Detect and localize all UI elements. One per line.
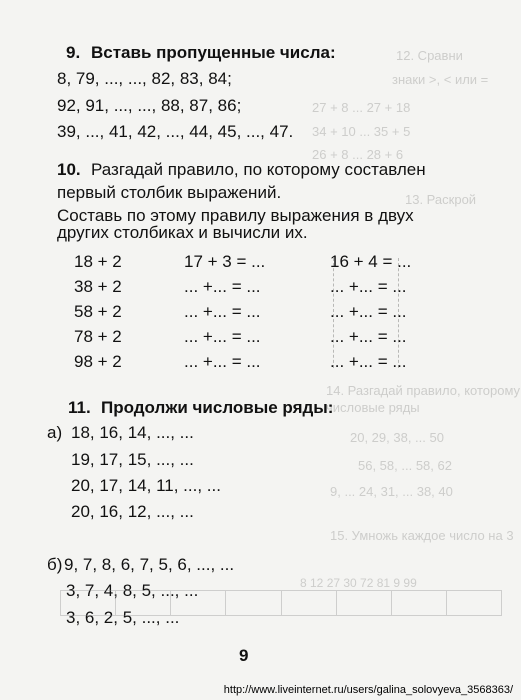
number-series: 19, 17, 15, ..., ...	[71, 450, 194, 469]
task-10-instruction: Разгадай правило, по которому составлен	[91, 160, 426, 179]
task-10-instruction: других столбиках и вычисли их.	[57, 223, 308, 242]
task-10-expression: ... +... = ...	[330, 302, 407, 321]
number-series: 20, 17, 14, 11, ..., ...	[71, 476, 221, 495]
page-number: 9	[239, 646, 249, 665]
task-10-expression: 98 + 2	[74, 352, 122, 371]
bleed-through-text: 20, 29, 38, ... 50	[350, 430, 444, 445]
task-10-expression: ... +... = ...	[184, 352, 261, 371]
grid-cell	[171, 591, 226, 615]
task-9-row: 92, 91, ..., ..., 88, 87, 86;	[57, 96, 242, 115]
number-series: 20, 16, 12, ..., ...	[71, 502, 194, 521]
task-10-expression: 16 + 4 = ...	[330, 252, 412, 271]
grid-cell	[226, 591, 281, 615]
bleed-through-text: 13. Раскрой	[405, 192, 477, 207]
task-10-number: 10.	[57, 160, 81, 179]
task-10-expression: 78 + 2	[74, 327, 122, 346]
answer-grid	[60, 590, 502, 616]
task-10-expression: ... +... = ...	[184, 302, 261, 321]
grid-cell	[337, 591, 392, 615]
number-series: 3, 7, 4, 8, 5, ..., ...	[66, 581, 199, 600]
task-10-expression: 38 + 2	[74, 277, 122, 296]
number-series: 18, 16, 14, ..., ...	[71, 423, 194, 442]
task-10-expression: ... +... = ...	[184, 277, 261, 296]
task-10-expression: 18 + 2	[74, 252, 122, 271]
task-10-instruction: Составь по этому правилу выражения в двух	[57, 206, 414, 225]
bleed-through-text: числовые ряды	[326, 400, 420, 415]
bleed-through-text: 15. Умножь каждое число на 3	[330, 528, 514, 543]
grid-cell	[116, 591, 171, 615]
grid-cell	[447, 591, 501, 615]
bleed-through-text: 56, 58, ... 58, 62	[358, 458, 452, 473]
bleed-through-text: 27 + 8 ... 27 + 18	[312, 100, 411, 115]
task-10-expression: ... +... = ...	[330, 277, 407, 296]
bleed-through-text: знаки >, < или =	[392, 72, 489, 87]
task-9-title: Вставь пропущенные числа:	[91, 43, 336, 62]
task-10-instruction: первый столбик выражений.	[57, 183, 282, 202]
bleed-through-text: 9, ... 24, 31, ... 38, 40	[330, 484, 453, 499]
part-b-label: б)	[47, 555, 63, 574]
task-9-row: 8, 79, ..., ..., 82, 83, 84;	[57, 69, 232, 88]
task-11-title: Продолжи числовые ряды:	[101, 398, 334, 417]
grid-cell	[61, 591, 116, 615]
task-10-expression: 17 + 3 = ...	[184, 252, 266, 271]
bleed-through-text: 8 12 27 30 72 81 9 99	[300, 576, 417, 590]
task-9-number: 9.	[66, 43, 81, 62]
task-11-number: 11.	[68, 398, 91, 417]
bleed-through-text: 26 + 8 ... 28 + 6	[312, 147, 404, 162]
source-url: http://www.liveinternet.ru/users/galina_solovyeva_3568363/	[223, 684, 513, 696]
task-9-row: 39, ..., 41, 42, ..., 44, 45, ..., 47.	[57, 122, 294, 141]
task-10-expression: 58 + 2	[74, 302, 122, 321]
bleed-through-text: 12. Сравни	[396, 48, 463, 63]
grid-cell	[392, 591, 447, 615]
bleed-through-text: 34 + 10 ... 35 + 5	[312, 124, 411, 139]
part-a-label: а)	[47, 423, 63, 442]
task-10-expression: ... +... = ...	[330, 327, 407, 346]
bleed-through-text: 14. Разгадай правило, которому	[326, 383, 521, 398]
number-series: 3, 6, 2, 5, ..., ...	[66, 608, 180, 627]
grid-cell	[282, 591, 337, 615]
number-series: 9, 7, 8, 6, 7, 5, 6, ..., ...	[64, 555, 235, 574]
task-10-expression: ... +... = ...	[330, 352, 407, 371]
task-10-expression: ... +... = ...	[184, 327, 261, 346]
